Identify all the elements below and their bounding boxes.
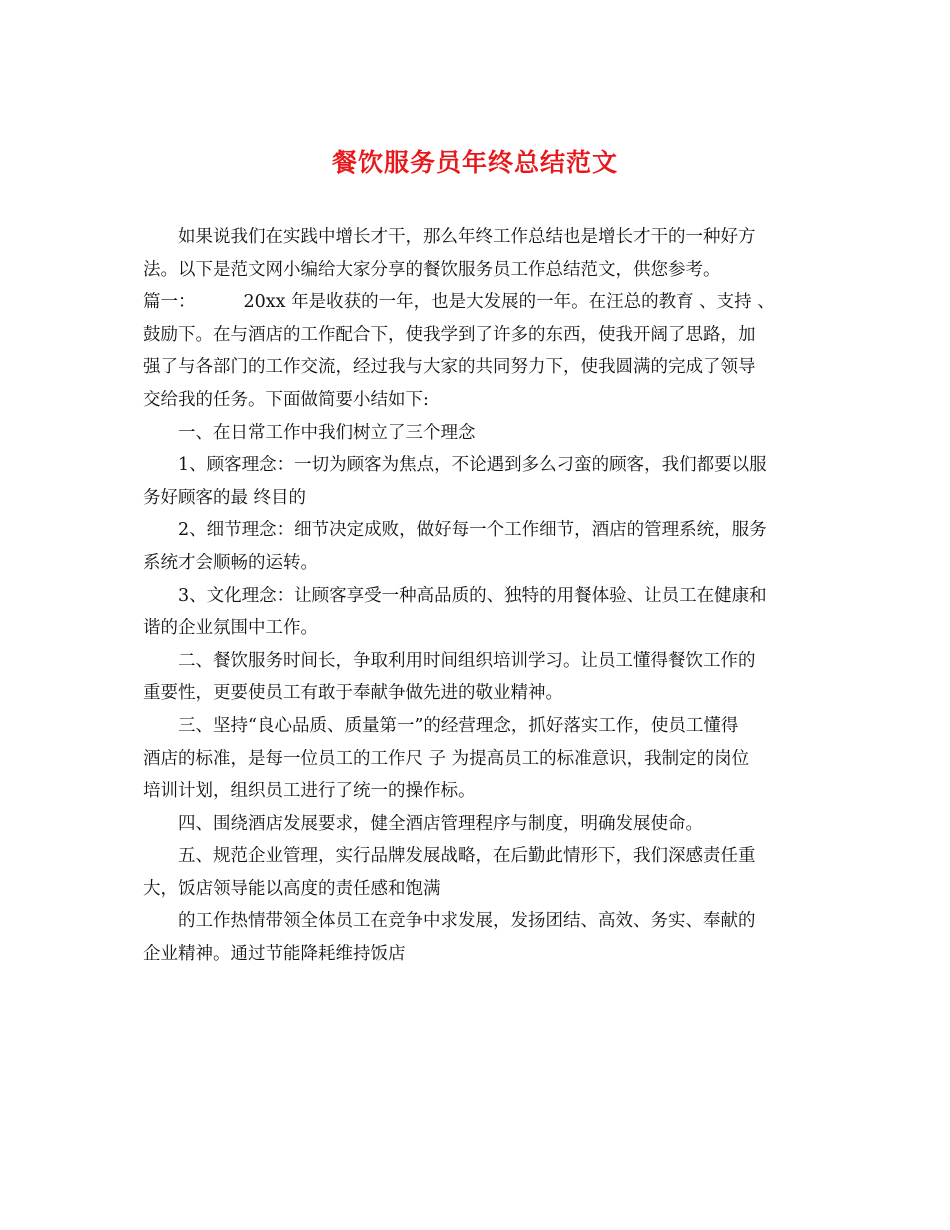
paragraph-line: 五、规范企业管理，实行品牌发展战略，在后勤此情形下，我们深感责任重	[178, 846, 756, 867]
paragraph-line: 2、细节理念：细节决定成败，做好每一个工作细节，酒店的管理系统，服务	[178, 520, 767, 541]
paragraph-line: 鼓励下。在与酒店的工作配合下，使我学到了许多的东西，使我开阔了思路，加	[143, 324, 756, 345]
article-first-line	[143, 286, 805, 319]
paragraph-line: 如果说我们在实践中增长才干，那么年终工作总结也是增长才干的一种好方	[178, 227, 756, 247]
paragraph-line: 三、坚持“良心品质、质量第一”的经营理念，抓好落实工作，使员工懂得	[178, 715, 739, 736]
paragraph-line: 1、顾客理念：一切为顾客为焦点，不论遇到多么刁蛮的顾客，我们都要以服	[178, 455, 767, 476]
paragraph-line: 系统才会顺畅的运转。	[143, 552, 318, 573]
paragraph-line: 培训计划，组织员工进行了统一的操作标。	[143, 781, 476, 802]
paragraph-line: 四、围绕酒店发展要求，健全酒店管理程序与制度，明确发展使命。	[178, 813, 703, 834]
paragraph-line: 企业精神。通过节能降耗维持饭店	[143, 944, 406, 965]
paragraph-line: 重要性，更要使员工有敢于奉献争做先进的敬业精神。	[143, 683, 563, 704]
article-first-sentence: 20xx 年是收获的一年，也是大发展的一年。在汪总的教育 、支持 、	[243, 292, 775, 313]
paragraph-line: 3、文化理念：让顾客享受一种高品质的、独特的用餐体验、让员工在健康和	[178, 585, 767, 606]
paragraph-line: 法。以下是范文网小编给大家分享的餐饮服务员工作总结范文，供您参考。	[143, 259, 721, 280]
document-body	[143, 221, 805, 971]
paragraph-line: 二、餐饮服务时间长，争取利用时间组织培训学习。让员工懂得餐饮工作的	[178, 650, 756, 671]
paragraph-line: 大，饭店领导能以高度的责任感和饱满	[143, 878, 441, 899]
paragraph-line: 的工作热情带领全体员工在竞争中求发展，发扬团结、高效、务实、奉献的	[178, 911, 756, 932]
section-heading: 一、在日常工作中我们树立了三个理念	[178, 422, 476, 443]
document-title: 餐饮服务员年终总结范文	[331, 148, 618, 177]
paragraph-line: 交给我的任务。下面做简要小结如下:	[143, 389, 429, 410]
article-label: 篇一：	[143, 292, 196, 313]
paragraph-line: 强了与各部门的工作交流，经过我与大家的共同努力下，使我圆满的完成了领导	[143, 357, 756, 378]
paragraph-line: 酒店的标准，是每一位员工的工作尺 子 为提高员工的标准意识，我制定的岗位	[143, 748, 750, 769]
paragraph-line: 务好顾客的最 终目的	[143, 487, 307, 508]
paragraph-line: 谐的企业氛围中工作。	[143, 618, 318, 639]
